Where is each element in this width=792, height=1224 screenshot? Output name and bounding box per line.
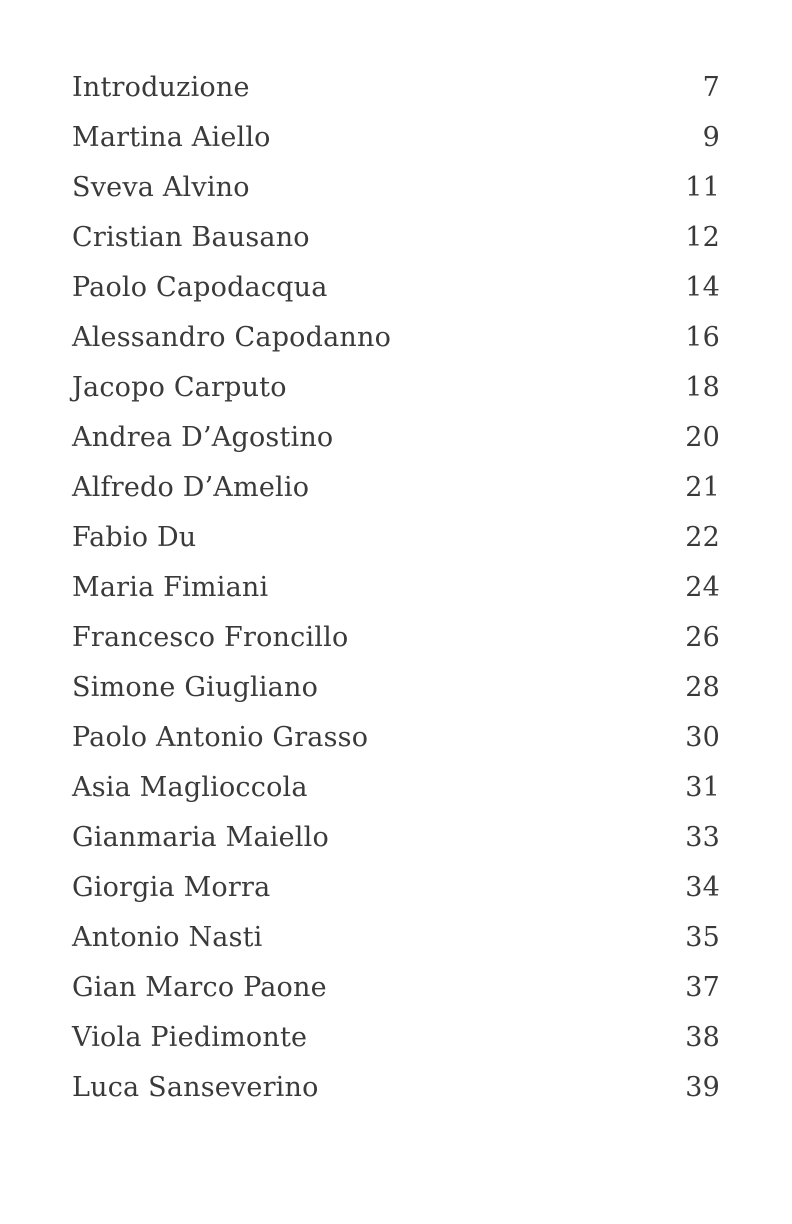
- toc-entry-title: Antonio Nasti: [72, 922, 263, 953]
- toc-entry[interactable]: [72, 313, 720, 363]
- toc-entry-page-number: 7: [702, 72, 720, 103]
- toc-entry[interactable]: [72, 413, 720, 463]
- toc-entry-title: Paolo Antonio Grasso: [72, 722, 369, 753]
- toc-entry-page-number: 21: [685, 472, 720, 503]
- toc-entry[interactable]: [72, 113, 720, 163]
- toc-entry-title: Sveva Alvino: [72, 172, 250, 203]
- toc-entry-title: Luca Sanseverino: [72, 1072, 319, 1103]
- toc-entry-page-number: 26: [685, 622, 720, 653]
- toc-entry-title: Viola Piedimonte: [72, 1022, 308, 1053]
- toc-entry[interactable]: [72, 1063, 720, 1113]
- toc-entry[interactable]: [72, 663, 720, 713]
- toc-entry-title: Fabio Du: [72, 522, 197, 553]
- toc-entry-title: Gian Marco Paone: [72, 972, 327, 1003]
- toc-entry-title: Cristian Bausano: [72, 222, 310, 253]
- toc-entry[interactable]: [72, 813, 720, 863]
- toc-entry[interactable]: [72, 513, 720, 563]
- toc-entry[interactable]: [72, 863, 720, 913]
- toc-entry-page-number: 24: [685, 572, 720, 603]
- toc-entry-title: Alessandro Capodanno: [72, 322, 392, 353]
- toc-entry-title: Giorgia Morra: [72, 872, 271, 903]
- toc-entry-page-number: 11: [685, 172, 720, 203]
- toc-entry-page-number: 39: [685, 1072, 720, 1103]
- toc-entry-title: Martina Aiello: [72, 122, 271, 153]
- toc-entry-page-number: 34: [685, 872, 720, 903]
- toc-entry[interactable]: [72, 213, 720, 263]
- toc-entry-title: Maria Fimiani: [72, 572, 269, 603]
- table-of-contents: [72, 63, 720, 1113]
- toc-entry[interactable]: [72, 563, 720, 613]
- toc-entry-title: Simone Giugliano: [72, 672, 319, 703]
- toc-entry-title: Gianmaria Maiello: [72, 822, 329, 853]
- toc-entry[interactable]: [72, 463, 720, 513]
- toc-entry-page-number: 14: [685, 272, 720, 303]
- toc-entry-title: Asia Maglioccola: [72, 772, 308, 803]
- toc-entry[interactable]: [72, 1013, 720, 1063]
- toc-entry-page-number: 22: [685, 522, 720, 553]
- toc-entry[interactable]: [72, 613, 720, 663]
- toc-entry[interactable]: [72, 63, 720, 113]
- toc-entry-page-number: 9: [702, 122, 720, 153]
- toc-entry[interactable]: [72, 913, 720, 963]
- toc-entry-page-number: 38: [685, 1022, 720, 1053]
- toc-entry-title: Francesco Froncillo: [72, 622, 349, 653]
- toc-entry[interactable]: [72, 713, 720, 763]
- toc-entry-page-number: 37: [685, 972, 720, 1003]
- toc-entry-title: Introduzione: [72, 72, 250, 103]
- toc-entry[interactable]: [72, 263, 720, 313]
- toc-entry-page-number: 18: [685, 372, 720, 403]
- toc-entry-title: Alfredo D’Amelio: [72, 472, 310, 503]
- toc-entry[interactable]: [72, 963, 720, 1013]
- toc-entry-page-number: 16: [685, 322, 720, 353]
- toc-entry[interactable]: [72, 763, 720, 813]
- toc-entry[interactable]: [72, 163, 720, 213]
- toc-entry-title: Andrea D’Agostino: [72, 422, 334, 453]
- toc-entry-title: Jacopo Carputo: [72, 372, 287, 403]
- toc-entry-page-number: 30: [685, 722, 720, 753]
- toc-entry[interactable]: [72, 363, 720, 413]
- toc-entry-page-number: 28: [685, 672, 720, 703]
- toc-entry-title: Paolo Capodacqua: [72, 272, 328, 303]
- toc-entry-page-number: 31: [685, 772, 720, 803]
- toc-entry-page-number: 20: [685, 422, 720, 453]
- toc-entry-page-number: 35: [685, 922, 720, 953]
- toc-entry-page-number: 33: [685, 822, 720, 853]
- toc-entry-page-number: 12: [685, 222, 720, 253]
